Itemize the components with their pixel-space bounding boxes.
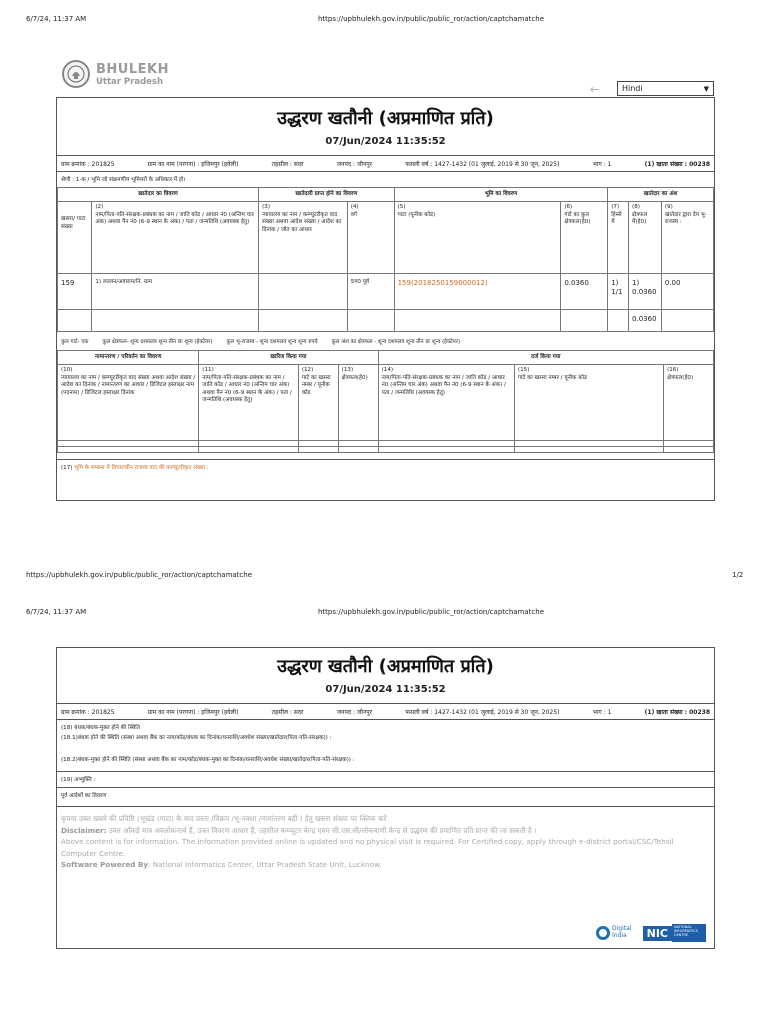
col-10: (10) न्यायालय का नाम / कम्प्यूटरीकृत वाद संख्या अथवा आदेश संख्या / आदेश का दिनांक / नामान्तरण का आधार / डिजिटल हस्ताक्षर नाम (पदनाम) / डिजिटल हस्ताक्षर दिनांक [58,365,199,441]
print-url-2: https://upbhulekh.gov.in/public/public_ror/action/captchamatche [318,608,545,616]
brand-name: BHULEKH [96,61,169,77]
group-kharij: खारिज किया गया [199,351,378,365]
print-datetime-2: 6/7/24, 11:37 AM [26,608,87,616]
col-name: (2) नाम/पिता-पति-संरक्षक-प्रबंधक का नाम / जाति कोड / आधार नं0 (अन्तिम चार अंक) अथवा पैन नं0 (6-9 स्थान के अंक) / पता / जन्मतिथि (अवयस्क हेतु) [92,202,259,274]
disclaimer-block [57,807,714,877]
nic-text: NIC [643,926,672,941]
meta-tehsil: तहसील : सदर [271,160,304,168]
col-12: (12) गाटे का खसरा नम्बर / यूनीक कोड [298,365,338,441]
row-18 [57,719,714,771]
nic-subtext: NATIONAL INFORMATICS CENTRE [672,924,706,942]
digital-india-logo [596,926,634,940]
khatauni-card [56,97,715,501]
print-datetime: 6/7/24, 11:37 AM [26,15,87,23]
meta-khata: (1) खाता संख्या : 00238 [644,160,710,168]
col-area: (6) गाटे का कुल क्षेत्रफल(हे0) [561,202,608,274]
brand[interactable] [62,60,169,88]
language-select[interactable] [617,81,714,96]
up-emblem-icon [62,60,90,88]
nic-logo [643,924,706,942]
mutation-table [57,350,714,453]
page1-number: 1/2 [732,571,744,579]
cell-khasra: 159 [58,274,92,310]
cell-total-area: 0.0360 [629,310,662,332]
row-18-1: (18.1)बंधक होने की स्थिति (संस्था अथवा बैंक का नाम/कोड/बंधक का दिनांक/धनराशि/अवधेश संख्या/खातेदार(पिता-पति-संरक्षक)) : [61,735,332,741]
meta-fasli-2: फसली वर्ष : 1427-1432 (01 जुलाई, 2019 से 30 जून, 2025) [405,708,560,716]
doc-title-2: उद्धरण खतौनी (अप्रमाणित प्रति) [277,656,494,677]
row-17-num: (17) [61,465,73,471]
meta-row [57,155,714,171]
total-kshetra: कुल क्षेत्रफल- शून्य दशमलव शून्य तीन छः शून्य (हेक्टेयर) [102,339,213,345]
meta-village: ग्राम क्रमांक : 201825 [61,160,115,168]
col-14: (14) नाम/पिता-पति-संरक्षक-प्रबंधक का नाम / जाति कोड / आधार नं0 (अन्तिम चार अंक) अथवा पैन नं0 (6-9 स्थान के अंक) / पता / जन्मतिथि (अवयस्क हेतु) [378,365,514,441]
meta-bhag-2: भाग : 1 [592,708,612,716]
doc-datetime-2: 07/Jun/2024 11:35:52 [325,684,446,695]
group-ansh: खातेदार का अंश [608,188,714,202]
language-select-value: Hindi [622,84,643,93]
powered-text: : National Informatics Center, Uttar Pradesh State Unit, Lucknow. [148,860,382,870]
land-table [57,187,714,332]
group-khatedar: खातेदार का विवरण [58,188,259,202]
meta-pargana-2: ग्राम का नाम (परगना) : इजिमपुर (हवेली) [147,708,239,716]
note-click-khasra: कृपया उक्त खसरे की प्रविष्टि (भूखंड (गाटा) के बाद प्रस्ता /विक्रय /भू-नक्शा /नामांतरण बही ) हेतु खसरा संख्या पर क्लिक करें [61,814,387,823]
col-gata: (5) गाटा (यूनीक कोड) [394,202,561,274]
khatauni-card-2 [56,647,715,949]
gata-link[interactable]: 159(2018250159000012) [394,274,561,310]
row-18-2: (18.2)बंधक-मुक्त होने की स्थिति (संस्था अथवा बैंक का नाम/कोड/बंधक-मुक्त का दिनांक/धनराशि/अवधेश संख्या/खातेदार(पिता-पति-संरक्षक)) : [61,757,355,763]
cell-name: 1) लल्लन/अयाराम/नि. ग्राम [92,274,259,310]
col-kshetra: (8) क्षेत्रफल में(हे0) [629,202,662,274]
meta-tehsil-2: तहसील : सदर [271,708,304,716]
disclaimer-en: Above content is for information. The information provided online is updated and no physical visit is required. For Certified copy, apply through e-district portal/CSC/Tehsil Computer Centre. [61,837,674,858]
digital-india-icon [596,926,610,940]
doc-title: उद्धरण खतौनी (अप्रमाणित प्रति) [277,108,494,129]
row-17-text: भूमि के सम्बन्ध में विचाराधीन राजस्व वाद की कम्प्यूटरीकृत संख्या : [74,465,209,471]
prev-orders: पूर्व आदेशों का विवरण [57,787,714,807]
cell-hissa: 1) 1/1 [608,274,629,310]
meta-district-2: जनपद : जौनपुर [336,708,373,716]
col-13: (13) क्षेत्रफल(हे0) [338,365,378,441]
col-16: (16) क्षेत्रफल(हे0) [664,365,714,441]
row-18-title: (18) बंधक/बंधक-मुक्त होने की स्थिति [61,725,140,731]
meta-khata-2: (1) खाता संख्या : 00238 [644,708,710,716]
disclaimer-label: Disclaimer: [61,825,107,835]
col-15: (15) गाटे का खसरा नम्बर / यूनीक कोड [514,365,663,441]
page1-footer-url: https://upbhulekh.gov.in/public/public_ror/action/captchamatche [26,571,253,579]
meta-bhag: भाग : 1 [592,160,612,168]
print-url: https://upbhulekh.gov.in/public/public_ror/action/captchamatche [318,15,545,23]
cell-varg: 5ग0 पूर्व [347,274,394,310]
group-darj: दर्ज किया गया [378,351,713,365]
digital-india-text: Digital India [612,925,632,939]
table-row [58,274,714,310]
total-gate: कुल गाटे- एक [61,339,89,345]
cell-rajasv: 0.00 [661,274,713,310]
col-11: (11) नाम/पिता-पति-संरक्षक-प्रबंधक का नाम / जाति कोड / आधार नं0 (अन्तिम चार अंक) अथवा पैन नं0 (6-9 स्थान के अंक) / पता / जन्मतिथि (अवयस्क हेतु) [199,365,299,441]
group-namantaran: नामान्तरण / परिवर्तन का विवरण [58,351,199,365]
meta-fasli: फसली वर्ष : 1427-1432 (01 जुलाई, 2019 से 30 जून, 2025) [405,160,560,168]
col-varg: (4) वर्ग [347,202,394,274]
row-17 [57,459,714,474]
meta-district: जनपद : जौनपुर [336,160,373,168]
meta-row-2 [57,703,714,719]
powered-label: Software Powered By [61,860,149,870]
doc-datetime: 07/Jun/2024 11:35:52 [325,136,446,147]
disclaimer-hi: उक्त आँकड़े मात्र अवलोकनार्थ हैं, उक्त विवरण आधार हैं, तहसील कम्प्यूटर केन्द्र एवम सी.एस.सी/लोकवाणी केन्द्र से उद्धरण की प्रमाणित प्रति प्राप्त की जा सकती है । [108,825,537,835]
total-rajasv: कुल भू-राजस्व - शून्य दशमलव शून्य शून्य रुपये [226,339,318,345]
total-ansh: कुल अंश का क्षेत्रफल - शून्य दशमलव शून्य तीन छः शून्य (हेक्टेयर) [331,339,461,345]
group-bhumi: भूमि का विवरण [394,188,608,202]
cell-court [259,274,348,310]
col-court: (3) न्यायालय का नाम / कम्प्यूटरीकृत वाद संख्या अथवा आदेश संख्या / आदेश का दिनांक / जोत का आधार [259,202,348,274]
meta-village-2: ग्राम क्रमांक : 201825 [61,708,115,716]
row-19: (19) अभ्युक्ति : [57,771,714,787]
back-arrow-icon[interactable]: ← [590,83,600,96]
cell-kshetra: 1) 0.0360 [629,274,662,310]
chevron-down-icon: ▼ [703,84,709,93]
col-rajasv: (9) खातेदार द्वारा देय भू-राजस्व : [661,202,713,274]
col-hissa: (7) हिस्से में [608,202,629,274]
meta-pargana: ग्राम का नाम (परगना) : इजिमपुर (हवेली) [147,160,239,168]
col-khasra: खसरा/ गाटा संख्या [58,202,92,274]
category-row: श्रेणी : 1-क / भूमि जो संक्रमणीय भूमिधरों के अधिकार में हो। [57,171,714,187]
group-prapt: खातेदारी प्राप्त होने का विवरण [259,188,394,202]
cell-area: 0.0360 [561,274,608,310]
brand-state: Uttar Pradesh [96,76,164,87]
totals-line [57,332,714,350]
